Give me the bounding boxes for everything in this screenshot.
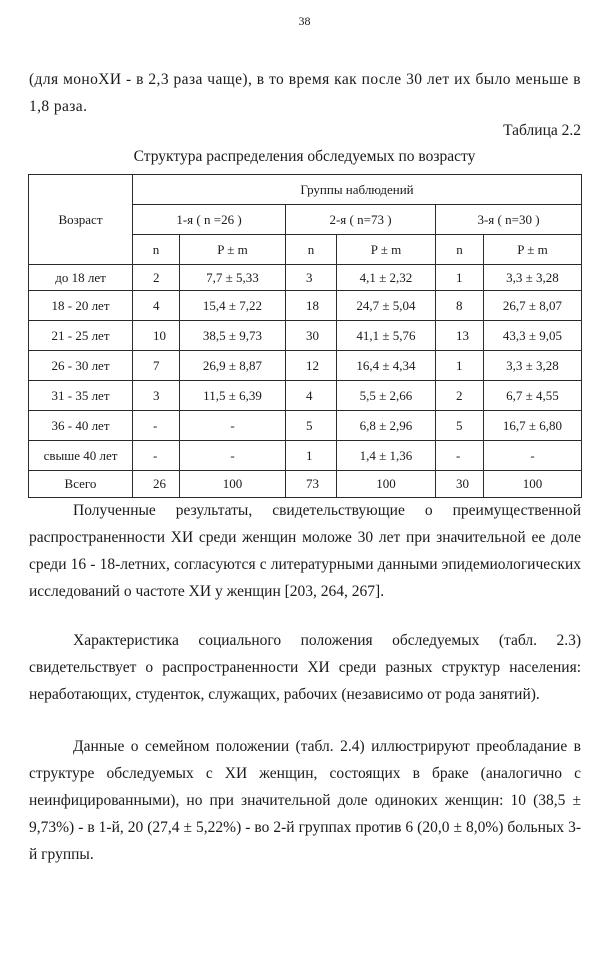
body-paragraph-results: Полученные результаты, свидетельствующие о преимущественной распространенности ХИ среди женщин моложе 30 лет при значительной ее доле среди 16 - 18-летних, согласуются с литературными данными эпидемиологических исследований о частоте ХИ у женщин [203, 264, 267].: [29, 502, 581, 600]
table-label: Таблица 2.2: [503, 122, 581, 139]
value-cell: -: [133, 441, 180, 471]
total-value-cell: 100: [337, 471, 436, 498]
table-row: [29, 321, 582, 351]
subheader-cell: n: [286, 235, 337, 265]
age-cell: 18 - 20 лет: [29, 291, 133, 321]
value-cell: 1: [286, 441, 337, 471]
page-number: 38: [298, 14, 311, 28]
value-cell: 8: [436, 291, 484, 321]
subheader-cell: n: [436, 235, 484, 265]
total-value-cell: 26: [133, 471, 180, 498]
age-cell: до 18 лет: [29, 265, 133, 291]
value-cell: -: [133, 411, 180, 441]
value-cell: 6,7 ± 4,55: [484, 381, 582, 411]
age-cell: 36 - 40 лет: [29, 411, 133, 441]
value-cell: 13: [436, 321, 484, 351]
age-cell: свыше 40 лет: [29, 441, 133, 471]
table-row: [29, 291, 582, 321]
value-cell: 16,7 ± 6,80: [484, 411, 582, 441]
value-cell: 1: [436, 265, 484, 291]
value-cell: 10: [133, 321, 180, 351]
age-cell: 31 - 35 лет: [29, 381, 133, 411]
table-header-row: [29, 175, 582, 205]
value-cell: 3: [286, 265, 337, 291]
group-2-header: 2-я ( n=73 ): [286, 205, 436, 235]
value-cell: 15,4 ± 7,22: [180, 291, 286, 321]
value-cell: 43,3 ± 9,05: [484, 321, 582, 351]
value-cell: -: [180, 441, 286, 471]
value-cell: 24,7 ± 5,04: [337, 291, 436, 321]
value-cell: 4: [286, 381, 337, 411]
value-cell: 4: [133, 291, 180, 321]
age-cell: 21 - 25 лет: [29, 321, 133, 351]
value-cell: 7,7 ± 5,33: [180, 265, 286, 291]
body-paragraph-family: Данные о семейном положении (табл. 2.4) иллюстрируют преобладание в структуре обследуемых с ХИ женщин, состоящих в браке (аналогично с неинфицированными), но при значительной доле одиноких женщин: 10 (38,5 ± 9,73%) - в 1-й, 20 (27,4 ± 5,22%) - во 2-й группах против 6 (20,0 ± 8,0%) больных 3-й группы.: [29, 738, 581, 863]
value-cell: 2: [133, 265, 180, 291]
value-cell: 11,5 ± 6,39: [180, 381, 286, 411]
subheader-cell: P ± m: [180, 235, 286, 265]
groups-header-cell: Группы наблюдений: [133, 175, 582, 205]
subheader-cell: n: [133, 235, 180, 265]
body-paragraph-social: Характеристика социального положения обследуемых (табл. 2.3) свидетельствует о распространенности ХИ среди разных структур населения: неработающих, студенток, служащих, рабочих (независимо от рода занятий).: [29, 632, 581, 703]
table-row: [29, 411, 582, 441]
table-caption: Структура распределения обследуемых по возрасту: [133, 148, 476, 165]
value-cell: 5: [286, 411, 337, 441]
value-cell: 41,1 ± 5,76: [337, 321, 436, 351]
value-cell: 38,5 ± 9,73: [180, 321, 286, 351]
age-cell: 26 - 30 лет: [29, 351, 133, 381]
age-distribution-table: [28, 174, 582, 498]
subheader-cell: P ± m: [337, 235, 436, 265]
value-cell: 2: [436, 381, 484, 411]
value-cell: 7: [133, 351, 180, 381]
table-row: [29, 265, 582, 291]
value-cell: 3: [133, 381, 180, 411]
age-header-cell: Возраст: [29, 175, 133, 265]
value-cell: 30: [286, 321, 337, 351]
value-cell: 16,4 ± 4,34: [337, 351, 436, 381]
value-cell: -: [180, 411, 286, 441]
total-value-cell: 100: [484, 471, 582, 498]
value-cell: 4,1 ± 2,32: [337, 265, 436, 291]
value-cell: 5: [436, 411, 484, 441]
value-cell: -: [436, 441, 484, 471]
subheader-cell: P ± m: [484, 235, 582, 265]
total-value-cell: 73: [286, 471, 337, 498]
total-label-cell: Всего: [29, 471, 133, 498]
table-row: [29, 381, 582, 411]
value-cell: 3,3 ± 3,28: [484, 351, 582, 381]
value-cell: 18: [286, 291, 337, 321]
group-1-header: 1-я ( n =26 ): [133, 205, 286, 235]
total-value-cell: 100: [180, 471, 286, 498]
table-total-row: [29, 471, 582, 498]
value-cell: 5,5 ± 2,66: [337, 381, 436, 411]
table-row: [29, 351, 582, 381]
value-cell: 1,4 ± 1,36: [337, 441, 436, 471]
value-cell: 1: [436, 351, 484, 381]
intro-paragraph: (для моноХИ - в 2,3 раза чаще), в то время как после 30 лет их было меньше в 1,8 раза.: [29, 71, 581, 115]
value-cell: 6,8 ± 2,96: [337, 411, 436, 441]
group-3-header: 3-я ( n=30 ): [436, 205, 582, 235]
table-row: [29, 441, 582, 471]
value-cell: 3,3 ± 3,28: [484, 265, 582, 291]
value-cell: 26,9 ± 8,87: [180, 351, 286, 381]
total-value-cell: 30: [436, 471, 484, 498]
value-cell: -: [484, 441, 582, 471]
value-cell: 12: [286, 351, 337, 381]
value-cell: 26,7 ± 8,07: [484, 291, 582, 321]
